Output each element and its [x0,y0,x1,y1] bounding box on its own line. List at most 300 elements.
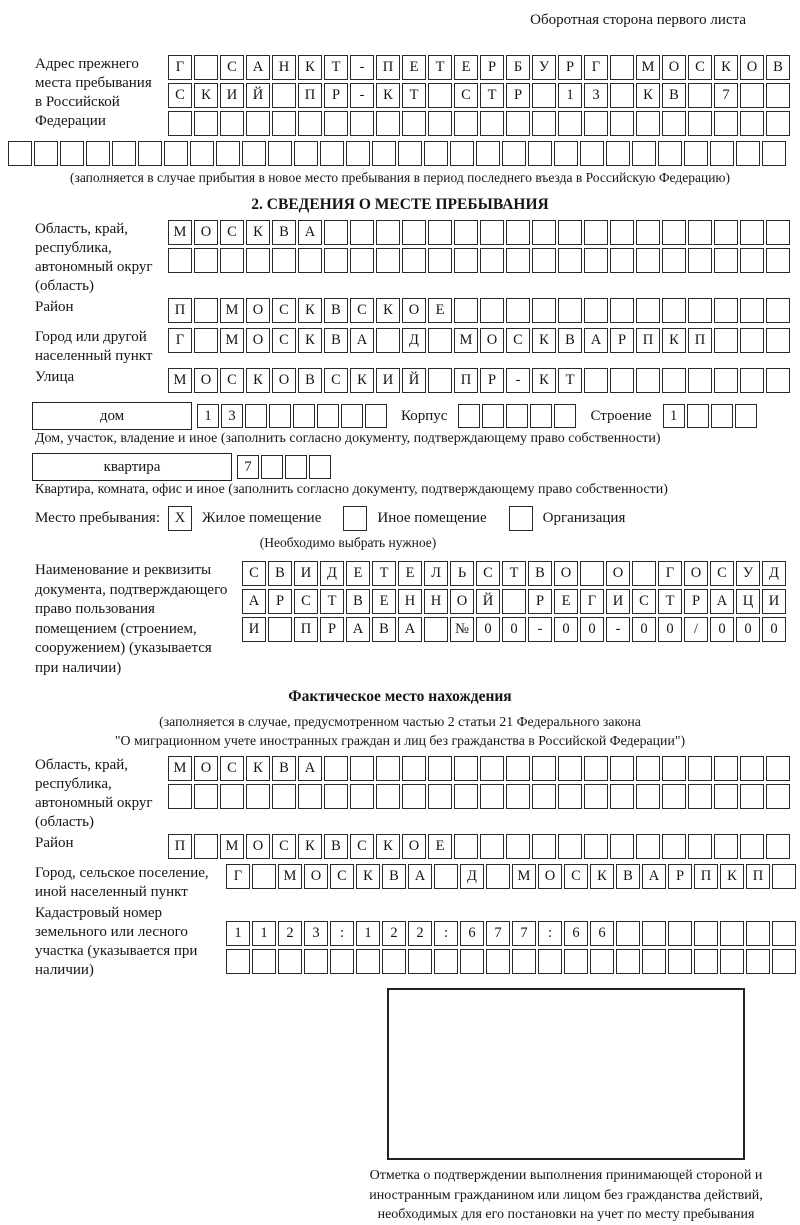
char-cell[interactable] [610,368,634,393]
char-cell[interactable]: А [246,55,270,80]
char-cell[interactable]: О [194,756,218,781]
char-cell[interactable] [740,756,764,781]
char-cell[interactable]: И [294,561,318,586]
char-cell[interactable] [168,248,192,273]
char-cell[interactable]: С [220,756,244,781]
char-cell[interactable] [512,949,536,974]
char-cell[interactable]: О [538,864,562,889]
char-cell[interactable] [246,248,270,273]
char-cell[interactable]: С [324,368,348,393]
char-cell[interactable]: Е [398,561,422,586]
char-cell[interactable] [740,784,764,809]
char-cell[interactable] [382,949,406,974]
char-cell[interactable] [642,949,666,974]
char-cell[interactable]: К [298,298,322,323]
char-cell[interactable] [428,220,452,245]
char-cell[interactable] [164,141,188,166]
char-cell[interactable] [662,298,686,323]
char-cell[interactable] [506,298,530,323]
char-cell[interactable]: А [298,220,322,245]
residential-checkbox[interactable]: X [168,506,192,531]
char-cell[interactable]: А [298,756,322,781]
char-cell[interactable] [480,220,504,245]
char-cell[interactable]: 1 [252,921,276,946]
char-cell[interactable] [480,834,504,859]
char-cell[interactable] [720,921,744,946]
char-cell[interactable] [558,220,582,245]
char-cell[interactable] [428,328,452,353]
char-cell[interactable]: О [480,328,504,353]
char-cell[interactable] [480,756,504,781]
char-cell[interactable] [252,864,276,889]
char-cell[interactable] [714,328,738,353]
char-cell[interactable]: С [688,55,712,80]
char-cell[interactable] [564,949,588,974]
char-cell[interactable] [216,141,240,166]
char-cell[interactable]: У [532,55,556,80]
char-cell[interactable] [740,834,764,859]
char-cell[interactable]: Г [168,55,192,80]
char-cell[interactable] [242,141,266,166]
char-cell[interactable] [428,756,452,781]
char-cell[interactable]: М [220,298,244,323]
char-cell[interactable]: 0 [736,617,760,642]
char-cell[interactable] [112,141,136,166]
char-cell[interactable] [766,784,790,809]
char-cell[interactable]: И [376,368,400,393]
char-cell[interactable]: М [220,834,244,859]
char-cell[interactable] [434,949,458,974]
char-cell[interactable] [252,949,276,974]
char-cell[interactable]: Г [168,328,192,353]
char-cell[interactable]: С [330,864,354,889]
char-cell[interactable]: Б [506,55,530,80]
char-cell[interactable]: 1 [356,921,380,946]
char-cell[interactable] [324,220,348,245]
char-cell[interactable]: О [450,589,474,614]
char-cell[interactable] [372,141,396,166]
char-cell[interactable]: К [356,864,380,889]
char-cell[interactable] [350,220,374,245]
char-cell[interactable] [558,756,582,781]
char-cell[interactable] [272,111,296,136]
char-cell[interactable]: Р [506,83,530,108]
char-cell[interactable]: В [528,561,552,586]
char-cell[interactable] [317,404,339,428]
char-cell[interactable] [766,83,790,108]
char-cell[interactable] [740,83,764,108]
char-cell[interactable] [584,220,608,245]
char-cell[interactable] [694,921,718,946]
char-cell[interactable] [642,921,666,946]
char-cell[interactable]: - [506,368,530,393]
char-cell[interactable] [662,784,686,809]
char-cell[interactable] [190,141,214,166]
char-cell[interactable]: О [684,561,708,586]
char-cell[interactable]: / [684,617,708,642]
char-cell[interactable] [616,921,640,946]
char-cell[interactable]: П [688,328,712,353]
char-cell[interactable] [376,784,400,809]
char-cell[interactable]: 6 [590,921,614,946]
char-cell[interactable]: Р [480,368,504,393]
char-cell[interactable]: Л [424,561,448,586]
char-cell[interactable]: С [350,298,374,323]
char-cell[interactable] [246,784,270,809]
char-cell[interactable] [480,111,504,136]
char-cell[interactable] [740,298,764,323]
char-cell[interactable]: 3 [304,921,328,946]
char-cell[interactable]: П [298,83,322,108]
char-cell[interactable]: М [168,220,192,245]
char-cell[interactable] [34,141,58,166]
char-cell[interactable] [610,834,634,859]
char-cell[interactable]: В [324,328,348,353]
char-cell[interactable]: С [272,834,296,859]
char-cell[interactable]: Т [324,55,348,80]
char-cell[interactable] [402,756,426,781]
char-cell[interactable]: К [376,83,400,108]
char-cell[interactable]: К [194,83,218,108]
char-cell[interactable]: О [740,55,764,80]
char-cell[interactable] [324,111,348,136]
char-cell[interactable] [636,784,660,809]
char-cell[interactable]: Е [428,298,452,323]
char-cell[interactable] [772,949,796,974]
char-cell[interactable] [476,141,500,166]
char-cell[interactable] [606,141,630,166]
char-cell[interactable] [226,949,250,974]
char-cell[interactable] [636,368,660,393]
char-cell[interactable] [450,141,474,166]
char-cell[interactable] [454,756,478,781]
char-cell[interactable]: В [298,368,322,393]
char-cell[interactable]: - [606,617,630,642]
char-cell[interactable]: Ц [736,589,760,614]
char-cell[interactable]: С [564,864,588,889]
char-cell[interactable] [194,55,218,80]
char-cell[interactable]: В [616,864,640,889]
char-cell[interactable] [688,298,712,323]
char-cell[interactable]: Д [460,864,484,889]
char-cell[interactable] [584,756,608,781]
char-cell[interactable]: О [246,834,270,859]
char-cell[interactable]: 0 [710,617,734,642]
char-cell[interactable] [714,111,738,136]
char-cell[interactable] [298,111,322,136]
char-cell[interactable] [610,784,634,809]
char-cell[interactable]: А [408,864,432,889]
char-cell[interactable] [662,248,686,273]
char-cell[interactable] [714,784,738,809]
char-cell[interactable] [194,834,218,859]
char-cell[interactable]: П [168,834,192,859]
char-cell[interactable] [636,220,660,245]
char-cell[interactable]: Р [480,55,504,80]
char-cell[interactable] [616,949,640,974]
char-cell[interactable]: 0 [658,617,682,642]
char-cell[interactable] [762,141,786,166]
char-cell[interactable] [687,404,709,428]
char-cell[interactable]: И [762,589,786,614]
char-cell[interactable] [480,248,504,273]
char-cell[interactable]: Н [424,589,448,614]
char-cell[interactable] [590,949,614,974]
char-cell[interactable] [694,949,718,974]
char-cell[interactable] [138,141,162,166]
char-cell[interactable] [454,834,478,859]
char-cell[interactable] [480,784,504,809]
char-cell[interactable] [458,404,480,428]
char-cell[interactable]: 3 [584,83,608,108]
char-cell[interactable]: В [324,298,348,323]
char-cell[interactable] [558,111,582,136]
char-cell[interactable] [714,248,738,273]
char-cell[interactable]: 1 [558,83,582,108]
char-cell[interactable] [530,404,552,428]
char-cell[interactable] [278,949,302,974]
char-cell[interactable]: Г [226,864,250,889]
char-cell[interactable]: М [636,55,660,80]
char-cell[interactable] [528,141,552,166]
char-cell[interactable] [772,864,796,889]
char-cell[interactable] [688,248,712,273]
char-cell[interactable] [610,220,634,245]
char-cell[interactable] [714,368,738,393]
char-cell[interactable] [506,756,530,781]
char-cell[interactable]: О [246,328,270,353]
char-cell[interactable]: 7 [714,83,738,108]
char-cell[interactable]: 7 [512,921,536,946]
char-cell[interactable]: М [220,328,244,353]
char-cell[interactable]: К [246,756,270,781]
char-cell[interactable] [714,298,738,323]
char-cell[interactable]: М [278,864,302,889]
char-cell[interactable] [434,864,458,889]
char-cell[interactable] [376,756,400,781]
char-cell[interactable]: П [694,864,718,889]
char-cell[interactable]: К [246,368,270,393]
char-cell[interactable] [684,141,708,166]
char-cell[interactable]: О [606,561,630,586]
char-cell[interactable]: С [272,298,296,323]
char-cell[interactable] [320,141,344,166]
char-cell[interactable]: О [194,220,218,245]
char-cell[interactable] [632,561,656,586]
char-cell[interactable]: В [662,83,686,108]
char-cell[interactable]: Т [320,589,344,614]
char-cell[interactable]: К [246,220,270,245]
char-cell[interactable] [454,248,478,273]
char-cell[interactable]: 0 [580,617,604,642]
char-cell[interactable]: П [746,864,770,889]
char-cell[interactable]: О [304,864,328,889]
char-cell[interactable]: С [476,561,500,586]
char-cell[interactable]: 7 [486,921,510,946]
char-cell[interactable]: В [382,864,406,889]
char-cell[interactable]: 0 [632,617,656,642]
char-cell[interactable] [688,834,712,859]
char-cell[interactable]: С [710,561,734,586]
char-cell[interactable]: Р [684,589,708,614]
char-cell[interactable]: С [294,589,318,614]
char-cell[interactable]: П [376,55,400,80]
char-cell[interactable]: Н [272,55,296,80]
char-cell[interactable] [662,111,686,136]
char-cell[interactable] [584,111,608,136]
char-cell[interactable]: Д [762,561,786,586]
char-cell[interactable] [293,404,315,428]
char-cell[interactable] [194,111,218,136]
char-cell[interactable] [506,248,530,273]
char-cell[interactable] [194,248,218,273]
char-cell[interactable] [424,141,448,166]
char-cell[interactable] [350,111,374,136]
char-cell[interactable]: - [528,617,552,642]
char-cell[interactable]: В [372,617,396,642]
char-cell[interactable] [746,949,770,974]
char-cell[interactable] [610,55,634,80]
char-cell[interactable]: 0 [762,617,786,642]
char-cell[interactable] [285,455,307,479]
char-cell[interactable]: М [454,328,478,353]
char-cell[interactable]: Р [668,864,692,889]
char-cell[interactable] [220,784,244,809]
char-cell[interactable] [428,784,452,809]
char-cell[interactable]: С [272,328,296,353]
char-cell[interactable] [740,328,764,353]
char-cell[interactable] [304,949,328,974]
char-cell[interactable]: О [402,298,426,323]
char-cell[interactable] [424,617,448,642]
char-cell[interactable] [402,784,426,809]
char-cell[interactable] [428,83,452,108]
char-cell[interactable] [268,141,292,166]
char-cell[interactable] [261,455,283,479]
char-cell[interactable] [636,298,660,323]
other-premises-checkbox[interactable] [343,506,367,531]
char-cell[interactable]: Р [324,83,348,108]
char-cell[interactable] [610,111,634,136]
char-cell[interactable] [454,220,478,245]
char-cell[interactable]: : [434,921,458,946]
char-cell[interactable]: : [538,921,562,946]
char-cell[interactable] [428,368,452,393]
char-cell[interactable] [662,368,686,393]
char-cell[interactable] [398,141,422,166]
char-cell[interactable] [532,220,556,245]
char-cell[interactable]: Е [402,55,426,80]
char-cell[interactable] [268,617,292,642]
char-cell[interactable] [584,784,608,809]
char-cell[interactable] [194,784,218,809]
char-cell[interactable] [636,248,660,273]
char-cell[interactable]: 1 [663,404,685,428]
char-cell[interactable] [554,141,578,166]
char-cell[interactable] [688,220,712,245]
char-cell[interactable] [610,298,634,323]
char-cell[interactable]: К [720,864,744,889]
char-cell[interactable]: В [558,328,582,353]
char-cell[interactable] [486,864,510,889]
char-cell[interactable] [772,921,796,946]
char-cell[interactable] [668,921,692,946]
char-cell[interactable] [502,589,526,614]
char-cell[interactable]: Р [610,328,634,353]
char-cell[interactable] [532,111,556,136]
char-cell[interactable]: П [168,298,192,323]
char-cell[interactable]: 6 [564,921,588,946]
char-cell[interactable]: Т [558,368,582,393]
char-cell[interactable] [610,83,634,108]
char-cell[interactable] [402,111,426,136]
char-cell[interactable]: Т [402,83,426,108]
char-cell[interactable] [309,455,331,479]
char-cell[interactable]: К [298,834,322,859]
char-cell[interactable] [428,248,452,273]
char-cell[interactable]: С [168,83,192,108]
char-cell[interactable] [480,298,504,323]
char-cell[interactable] [454,298,478,323]
char-cell[interactable]: - [350,55,374,80]
char-cell[interactable]: К [532,328,556,353]
char-cell[interactable] [746,921,770,946]
char-cell[interactable] [341,404,363,428]
char-cell[interactable] [454,111,478,136]
char-cell[interactable] [766,248,790,273]
char-cell[interactable]: К [714,55,738,80]
char-cell[interactable]: У [736,561,760,586]
char-cell[interactable]: Г [584,55,608,80]
char-cell[interactable] [298,248,322,273]
char-cell[interactable] [558,784,582,809]
char-cell[interactable] [766,298,790,323]
char-cell[interactable]: Р [528,589,552,614]
char-cell[interactable]: Д [402,328,426,353]
char-cell[interactable] [245,404,267,428]
char-cell[interactable]: И [606,589,630,614]
char-cell[interactable]: К [376,298,400,323]
char-cell[interactable]: К [662,328,686,353]
char-cell[interactable]: 3 [221,404,243,428]
char-cell[interactable] [376,248,400,273]
char-cell[interactable]: Т [480,83,504,108]
char-cell[interactable]: 2 [408,921,432,946]
char-cell[interactable] [194,328,218,353]
char-cell[interactable] [554,404,576,428]
char-cell[interactable] [662,834,686,859]
char-cell[interactable]: С [220,55,244,80]
char-cell[interactable] [324,248,348,273]
char-cell[interactable] [402,248,426,273]
char-cell[interactable]: С [454,83,478,108]
char-cell[interactable]: К [350,368,374,393]
char-cell[interactable] [580,561,604,586]
char-cell[interactable]: 2 [278,921,302,946]
char-cell[interactable] [220,111,244,136]
char-cell[interactable] [168,111,192,136]
char-cell[interactable] [662,220,686,245]
char-cell[interactable] [272,83,296,108]
char-cell[interactable] [402,220,426,245]
char-cell[interactable]: А [242,589,266,614]
char-cell[interactable] [532,83,556,108]
char-cell[interactable] [766,328,790,353]
char-cell[interactable]: 2 [382,921,406,946]
char-cell[interactable] [298,784,322,809]
char-cell[interactable]: М [512,864,536,889]
char-cell[interactable]: 7 [237,455,259,479]
